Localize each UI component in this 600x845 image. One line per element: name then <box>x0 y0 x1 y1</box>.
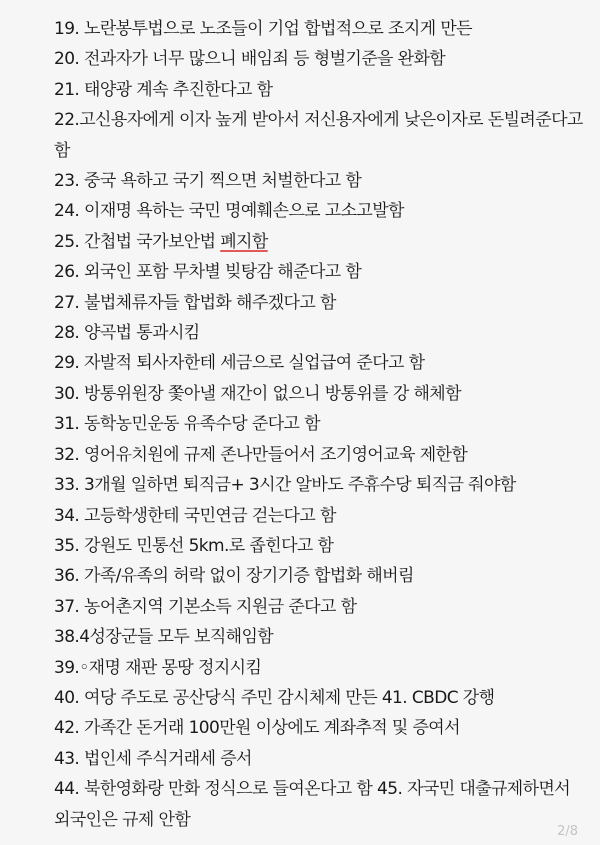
list-item: 22.고신용자에게 이자 높게 받아서 저신용자에게 낮은이자로 돈빌려준다고 함 <box>54 110 583 161</box>
list-item: 35. 강원도 민통선 5km.로 좁힌다고 함 <box>54 535 334 556</box>
list-item: 38.4성장군들 모두 보직해임함 <box>54 627 274 648</box>
list-item: 27. 불법체류자들 합법화 해주겠다고 함 <box>54 292 336 313</box>
list-item: 23. 중국 욕하고 국기 찍으면 처벌한다고 함 <box>54 171 362 192</box>
list-item: 33. 3개월 일하면 퇴직금+ 3시간 알바도 주휴수당 퇴직금 줘야함 <box>54 475 516 496</box>
list-item: 42. 가족간 돈거래 100만원 이상에도 계좌추적 및 증여서 <box>54 718 460 739</box>
list-item: 37. 농어촌지역 기본소득 지원금 준다고 함 <box>54 596 357 617</box>
list-item <box>54 227 590 257</box>
list-item: 24. 이재명 욕하는 국민 명예훼손으로 고소고발함 <box>54 201 404 222</box>
list-item: 34. 고등학생한테 국민연금 걷는다고 함 <box>54 505 336 526</box>
list-item: 44. 북한영화랑 만화 정식으로 들여온다고 함 45. 자국민 대출규제하면서 외국인은 규제 안함 <box>54 779 571 830</box>
list-item: 19. 노란봉투법으로 노조들이 기업 합법적으로 조지게 만든 <box>54 19 472 39</box>
list-item: 26. 외국인 포함 무차별 빚탕감 해준다고 함 <box>54 262 362 283</box>
list-item: 21. 태양광 계속 추진한다고 함 <box>54 79 273 100</box>
list-item: 40. 여당 주도로 공산당식 주민 감시체제 만든 41. CBDC 강행 <box>54 687 495 708</box>
list-item: 30. 방통위원장 쫓아낼 재간이 없으니 방통위를 강 해체함 <box>54 383 461 404</box>
list-item: 28. 양곡법 통과시킴 <box>54 323 200 344</box>
policy-list <box>54 14 590 835</box>
page-indicator: 2/8 <box>557 824 578 839</box>
list-item: 31. 동학농민운동 유족수당 준다고 함 <box>54 414 320 435</box>
list-item: 20. 전과자가 너무 많으니 배임죄 등 형벌기준을 완화함 <box>54 49 446 70</box>
list-item: 29. 자발적 퇴사자한테 세금으로 실업급여 준다고 함 <box>54 353 425 374</box>
list-item: 43. 법인세 주식거래세 증서 <box>54 748 252 769</box>
list-item: 36. 가족/유족의 허락 없이 장기기증 합법화 해버림 <box>54 566 414 587</box>
list-item-prefix: 25. 간첩법 국가보안법 <box>54 231 221 252</box>
list-item: 32. 영어유치원에 규제 존나만들어서 조기영어교육 제한함 <box>54 444 468 465</box>
list-item: 39.◦재명 재판 몽땅 정지시킴 <box>54 657 262 678</box>
underlined-text: 폐지함 <box>220 231 268 252</box>
